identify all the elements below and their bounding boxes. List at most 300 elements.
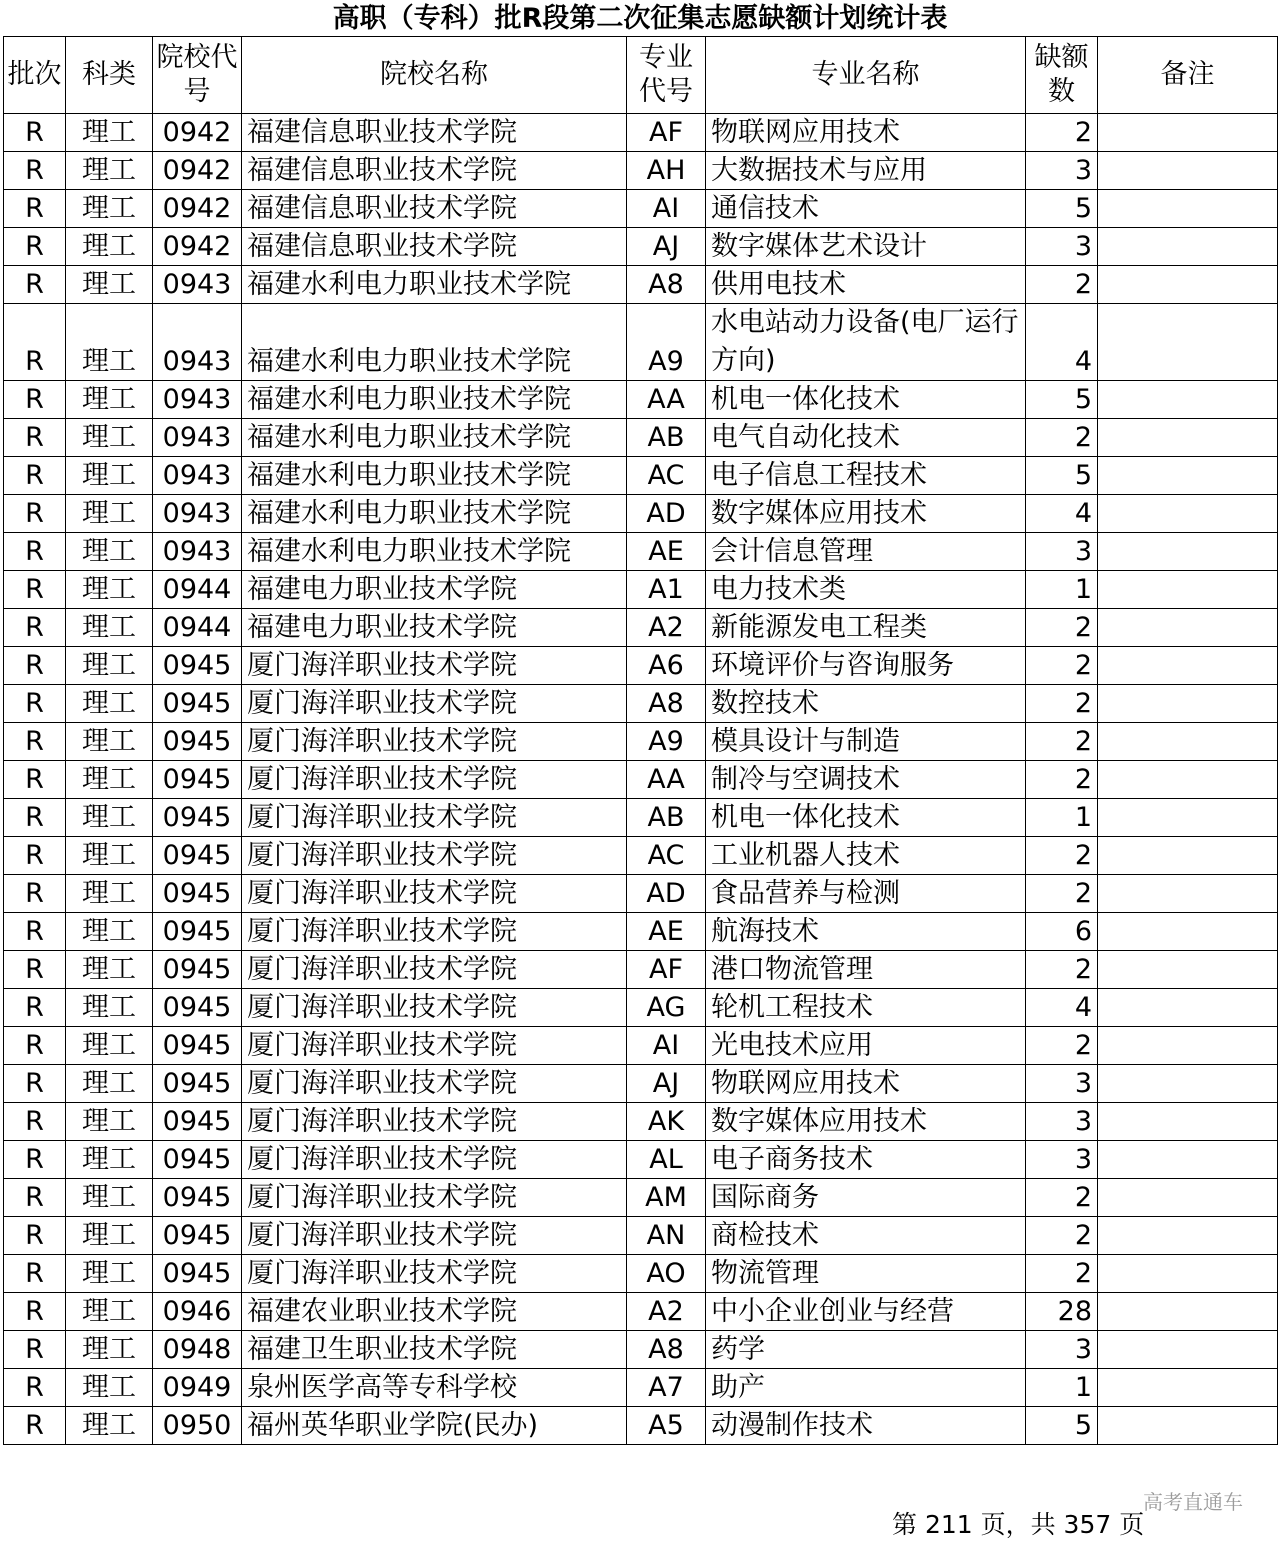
cell-major-code: AJ (627, 228, 706, 266)
cell-school-code: 0943 (153, 266, 242, 304)
cell-major-name: 助产 (706, 1369, 1026, 1407)
cell-major-code: AL (627, 1141, 706, 1179)
cell-major-name: 制冷与空调技术 (706, 761, 1026, 799)
cell-major-code: AA (627, 381, 706, 419)
header-quota: 缺额数 (1026, 37, 1098, 114)
cell-quota: 2 (1026, 609, 1098, 647)
cell-major-code: AA (627, 761, 706, 799)
cell-remark (1098, 1027, 1278, 1065)
cell-category: 理工 (66, 1369, 153, 1407)
cell-batch: R (4, 1179, 66, 1217)
header-major-code: 专业代号 (627, 37, 706, 114)
cell-major-name: 物联网应用技术 (706, 114, 1026, 152)
cell-school-name: 厦门海洋职业技术学院 (242, 723, 627, 761)
cell-batch: R (4, 1065, 66, 1103)
cell-school-name: 厦门海洋职业技术学院 (242, 685, 627, 723)
header-major-name: 专业名称 (706, 37, 1026, 114)
cell-batch: R (4, 1141, 66, 1179)
cell-remark (1098, 114, 1278, 152)
cell-major-code: A2 (627, 609, 706, 647)
cell-remark (1098, 799, 1278, 837)
cell-batch: R (4, 1331, 66, 1369)
cell-school-code: 0946 (153, 1293, 242, 1331)
cell-school-code: 0945 (153, 1065, 242, 1103)
cell-remark (1098, 1369, 1278, 1407)
cell-category: 理工 (66, 571, 153, 609)
cell-major-name: 通信技术 (706, 190, 1026, 228)
cell-major-code: AE (627, 913, 706, 951)
cell-batch: R (4, 761, 66, 799)
cell-category: 理工 (66, 951, 153, 989)
cell-school-code: 0943 (153, 495, 242, 533)
cell-major-name: 航海技术 (706, 913, 1026, 951)
cell-quota: 3 (1026, 1331, 1098, 1369)
table-row (4, 304, 1278, 381)
table-row (4, 228, 1278, 266)
cell-remark (1098, 647, 1278, 685)
cell-quota: 2 (1026, 647, 1098, 685)
cell-major-code: AD (627, 495, 706, 533)
cell-batch: R (4, 190, 66, 228)
cell-school-code: 0943 (153, 419, 242, 457)
cell-quota: 2 (1026, 1255, 1098, 1293)
cell-category: 理工 (66, 799, 153, 837)
cell-major-name: 国际商务 (706, 1179, 1026, 1217)
cell-quota: 1 (1026, 571, 1098, 609)
cell-quota: 3 (1026, 533, 1098, 571)
table-row (4, 1179, 1278, 1217)
cell-quota: 3 (1026, 152, 1098, 190)
cell-quota: 1 (1026, 1369, 1098, 1407)
cell-category: 理工 (66, 1027, 153, 1065)
cell-major-name: 供用电技术 (706, 266, 1026, 304)
table-row (4, 1065, 1278, 1103)
cell-quota: 1 (1026, 799, 1098, 837)
cell-school-name: 福建信息职业技术学院 (242, 114, 627, 152)
cell-batch: R (4, 1103, 66, 1141)
table-row (4, 913, 1278, 951)
cell-major-code: AF (627, 951, 706, 989)
cell-category: 理工 (66, 304, 153, 381)
cell-batch: R (4, 495, 66, 533)
cell-school-name: 福建信息职业技术学院 (242, 152, 627, 190)
cell-quota: 5 (1026, 1407, 1098, 1445)
cell-remark (1098, 1255, 1278, 1293)
cell-remark (1098, 1293, 1278, 1331)
cell-category: 理工 (66, 1331, 153, 1369)
cell-remark (1098, 1407, 1278, 1445)
cell-major-name: 工业机器人技术 (706, 837, 1026, 875)
cell-batch: R (4, 228, 66, 266)
cell-quota: 2 (1026, 723, 1098, 761)
cell-major-code: A6 (627, 647, 706, 685)
cell-remark (1098, 1331, 1278, 1369)
cell-category: 理工 (66, 114, 153, 152)
cell-remark (1098, 304, 1278, 381)
cell-major-code: AE (627, 533, 706, 571)
cell-category: 理工 (66, 1141, 153, 1179)
cell-remark (1098, 609, 1278, 647)
cell-major-code: AH (627, 152, 706, 190)
cell-major-name: 电子信息工程技术 (706, 457, 1026, 495)
cell-school-code: 0945 (153, 1255, 242, 1293)
cell-major-code: A8 (627, 266, 706, 304)
cell-batch: R (4, 1407, 66, 1445)
cell-remark (1098, 571, 1278, 609)
cell-quota: 4 (1026, 304, 1098, 381)
cell-batch: R (4, 457, 66, 495)
cell-major-name: 机电一体化技术 (706, 381, 1026, 419)
cell-major-name: 机电一体化技术 (706, 799, 1026, 837)
cell-school-name: 厦门海洋职业技术学院 (242, 1103, 627, 1141)
cell-quota: 2 (1026, 1217, 1098, 1255)
cell-school-code: 0942 (153, 228, 242, 266)
cell-school-code: 0944 (153, 609, 242, 647)
cell-quota: 2 (1026, 761, 1098, 799)
cell-quota: 2 (1026, 266, 1098, 304)
cell-school-code: 0943 (153, 533, 242, 571)
cell-category: 理工 (66, 913, 153, 951)
table-row (4, 381, 1278, 419)
cell-major-code: AB (627, 419, 706, 457)
cell-major-name: 数字媒体应用技术 (706, 495, 1026, 533)
cell-quota: 5 (1026, 190, 1098, 228)
cell-major-name: 物联网应用技术 (706, 1065, 1026, 1103)
cell-school-name: 厦门海洋职业技术学院 (242, 837, 627, 875)
cell-batch: R (4, 419, 66, 457)
cell-school-code: 0945 (153, 989, 242, 1027)
cell-quota: 2 (1026, 837, 1098, 875)
cell-batch: R (4, 951, 66, 989)
cell-remark (1098, 266, 1278, 304)
cell-remark (1098, 419, 1278, 457)
cell-school-name: 福建水利电力职业技术学院 (242, 266, 627, 304)
cell-quota: 4 (1026, 495, 1098, 533)
table-row (4, 1331, 1278, 1369)
cell-quota: 3 (1026, 1065, 1098, 1103)
cell-school-name: 厦门海洋职业技术学院 (242, 989, 627, 1027)
table-row (4, 1027, 1278, 1065)
cell-major-name: 食品营养与检测 (706, 875, 1026, 913)
cell-school-name: 福州英华职业学院(民办) (242, 1407, 627, 1445)
cell-category: 理工 (66, 152, 153, 190)
cell-quota: 3 (1026, 228, 1098, 266)
cell-school-name: 厦门海洋职业技术学院 (242, 875, 627, 913)
table-body (4, 114, 1278, 1445)
cell-major-name: 大数据技术与应用 (706, 152, 1026, 190)
cell-category: 理工 (66, 1293, 153, 1331)
cell-school-name: 厦门海洋职业技术学院 (242, 647, 627, 685)
cell-remark (1098, 1179, 1278, 1217)
cell-batch: R (4, 837, 66, 875)
cell-school-name: 厦门海洋职业技术学院 (242, 799, 627, 837)
table-row (4, 989, 1278, 1027)
cell-batch: R (4, 647, 66, 685)
cell-quota: 3 (1026, 1141, 1098, 1179)
cell-category: 理工 (66, 647, 153, 685)
cell-remark (1098, 495, 1278, 533)
cell-major-code: AM (627, 1179, 706, 1217)
cell-category: 理工 (66, 685, 153, 723)
cell-major-code: AK (627, 1103, 706, 1141)
table-row (4, 761, 1278, 799)
cell-major-code: A8 (627, 1331, 706, 1369)
table-row (4, 875, 1278, 913)
cell-school-name: 厦门海洋职业技术学院 (242, 1027, 627, 1065)
cell-quota: 5 (1026, 381, 1098, 419)
cell-quota: 28 (1026, 1293, 1098, 1331)
cell-school-name: 福建水利电力职业技术学院 (242, 381, 627, 419)
cell-major-code: AC (627, 837, 706, 875)
cell-category: 理工 (66, 1103, 153, 1141)
table-row (4, 190, 1278, 228)
cell-quota: 2 (1026, 951, 1098, 989)
header-category: 科类 (66, 37, 153, 114)
cell-school-code: 0945 (153, 1217, 242, 1255)
cell-school-name: 福建水利电力职业技术学院 (242, 304, 627, 381)
cell-major-name: 动漫制作技术 (706, 1407, 1026, 1445)
table-row (4, 1217, 1278, 1255)
cell-batch: R (4, 989, 66, 1027)
cell-category: 理工 (66, 989, 153, 1027)
cell-major-name: 数字媒体艺术设计 (706, 228, 1026, 266)
header-remark: 备注 (1098, 37, 1278, 114)
cell-major-name: 中小企业创业与经营 (706, 1293, 1026, 1331)
cell-school-code: 0945 (153, 1141, 242, 1179)
cell-batch: R (4, 1255, 66, 1293)
table-row (4, 1369, 1278, 1407)
table-row (4, 1293, 1278, 1331)
cell-major-name: 会计信息管理 (706, 533, 1026, 571)
cell-batch: R (4, 304, 66, 381)
cell-major-code: A8 (627, 685, 706, 723)
page-title: 高职（专科）批R段第二次征集志愿缺额计划统计表 (332, 3, 948, 34)
cell-school-code: 0945 (153, 951, 242, 989)
header-batch: 批次 (4, 37, 66, 114)
cell-quota: 4 (1026, 989, 1098, 1027)
cell-category: 理工 (66, 837, 153, 875)
cell-category: 理工 (66, 190, 153, 228)
cell-school-code: 0945 (153, 1027, 242, 1065)
cell-batch: R (4, 875, 66, 913)
cell-quota: 5 (1026, 457, 1098, 495)
cell-major-code: AO (627, 1255, 706, 1293)
cell-major-name: 数控技术 (706, 685, 1026, 723)
cell-category: 理工 (66, 228, 153, 266)
cell-school-name: 厦门海洋职业技术学院 (242, 1217, 627, 1255)
cell-remark (1098, 761, 1278, 799)
cell-category: 理工 (66, 533, 153, 571)
cell-batch: R (4, 1293, 66, 1331)
cell-remark (1098, 228, 1278, 266)
cell-category: 理工 (66, 609, 153, 647)
table-header-row (4, 37, 1278, 114)
cell-major-code: AD (627, 875, 706, 913)
table-row (4, 571, 1278, 609)
cell-major-code: A9 (627, 723, 706, 761)
cell-school-name: 福建电力职业技术学院 (242, 571, 627, 609)
cell-category: 理工 (66, 1255, 153, 1293)
cell-batch: R (4, 571, 66, 609)
cell-remark (1098, 1141, 1278, 1179)
cell-school-code: 0943 (153, 457, 242, 495)
cell-school-name: 福建水利电力职业技术学院 (242, 495, 627, 533)
cell-major-code: AF (627, 114, 706, 152)
cell-major-code: AJ (627, 1065, 706, 1103)
cell-school-name: 福建信息职业技术学院 (242, 190, 627, 228)
table-row (4, 1141, 1278, 1179)
table-row (4, 1103, 1278, 1141)
table-row (4, 1407, 1278, 1445)
cell-quota: 2 (1026, 875, 1098, 913)
cell-school-name: 厦门海洋职业技术学院 (242, 913, 627, 951)
cell-major-name: 电子商务技术 (706, 1141, 1026, 1179)
cell-school-code: 0945 (153, 723, 242, 761)
cell-school-code: 0945 (153, 761, 242, 799)
cell-school-name: 福建信息职业技术学院 (242, 228, 627, 266)
table-row (4, 495, 1278, 533)
header-school-code: 院校代号 (153, 37, 242, 114)
cell-batch: R (4, 609, 66, 647)
cell-school-name: 福建水利电力职业技术学院 (242, 533, 627, 571)
cell-quota: 2 (1026, 114, 1098, 152)
table-row (4, 799, 1278, 837)
cell-remark (1098, 1103, 1278, 1141)
cell-major-code: A1 (627, 571, 706, 609)
cell-major-name: 数字媒体应用技术 (706, 1103, 1026, 1141)
cell-school-code: 0945 (153, 799, 242, 837)
cell-remark (1098, 152, 1278, 190)
cell-batch: R (4, 1217, 66, 1255)
cell-major-name: 电气自动化技术 (706, 419, 1026, 457)
cell-major-code: A7 (627, 1369, 706, 1407)
cell-remark (1098, 533, 1278, 571)
cell-school-code: 0944 (153, 571, 242, 609)
cell-school-code: 0943 (153, 304, 242, 381)
cell-category: 理工 (66, 1217, 153, 1255)
cell-remark (1098, 685, 1278, 723)
cell-major-name: 环境评价与咨询服务 (706, 647, 1026, 685)
cell-quota: 3 (1026, 1103, 1098, 1141)
cell-major-name: 轮机工程技术 (706, 989, 1026, 1027)
cell-school-name: 厦门海洋职业技术学院 (242, 951, 627, 989)
cell-batch: R (4, 685, 66, 723)
cell-school-code: 0943 (153, 381, 242, 419)
table-row (4, 152, 1278, 190)
table-row (4, 685, 1278, 723)
cell-school-name: 厦门海洋职业技术学院 (242, 1065, 627, 1103)
cell-school-code: 0945 (153, 647, 242, 685)
cell-quota: 2 (1026, 419, 1098, 457)
table-row (4, 723, 1278, 761)
cell-remark (1098, 837, 1278, 875)
cell-major-code: A5 (627, 1407, 706, 1445)
cell-batch: R (4, 114, 66, 152)
cell-quota: 6 (1026, 913, 1098, 951)
cell-remark (1098, 1217, 1278, 1255)
table-row (4, 419, 1278, 457)
cell-major-code: AN (627, 1217, 706, 1255)
watermark: 高考直通车 (1143, 1490, 1243, 1514)
table-row (4, 114, 1278, 152)
cell-remark (1098, 875, 1278, 913)
cell-category: 理工 (66, 1179, 153, 1217)
cell-major-name: 新能源发电工程类 (706, 609, 1026, 647)
cell-quota: 2 (1026, 1027, 1098, 1065)
cell-major-name: 物流管理 (706, 1255, 1026, 1293)
cell-quota: 2 (1026, 685, 1098, 723)
cell-category: 理工 (66, 723, 153, 761)
cell-school-code: 0945 (153, 1103, 242, 1141)
cell-batch: R (4, 381, 66, 419)
cell-remark (1098, 989, 1278, 1027)
cell-major-name: 商检技术 (706, 1217, 1026, 1255)
cell-school-code: 0942 (153, 114, 242, 152)
cell-batch: R (4, 266, 66, 304)
cell-school-name: 福建水利电力职业技术学院 (242, 419, 627, 457)
cell-school-code: 0942 (153, 190, 242, 228)
cell-school-code: 0945 (153, 875, 242, 913)
cell-category: 理工 (66, 381, 153, 419)
cell-school-name: 厦门海洋职业技术学院 (242, 1179, 627, 1217)
cell-remark (1098, 1065, 1278, 1103)
cell-school-name: 厦门海洋职业技术学院 (242, 761, 627, 799)
cell-school-name: 福建水利电力职业技术学院 (242, 457, 627, 495)
cell-school-code: 0948 (153, 1331, 242, 1369)
cell-school-code: 0945 (153, 837, 242, 875)
cell-major-code: AC (627, 457, 706, 495)
cell-school-name: 厦门海洋职业技术学院 (242, 1141, 627, 1179)
cell-batch: R (4, 913, 66, 951)
cell-remark (1098, 381, 1278, 419)
cell-major-name: 水电站动力设备(电厂运行方向) (706, 304, 1026, 381)
header-school-name: 院校名称 (242, 37, 627, 114)
cell-remark (1098, 913, 1278, 951)
cell-category: 理工 (66, 266, 153, 304)
table-row (4, 533, 1278, 571)
table-row (4, 609, 1278, 647)
cell-batch: R (4, 1369, 66, 1407)
cell-major-code: A2 (627, 1293, 706, 1331)
cell-major-name: 电力技术类 (706, 571, 1026, 609)
cell-remark (1098, 190, 1278, 228)
cell-remark (1098, 723, 1278, 761)
table-row (4, 837, 1278, 875)
cell-category: 理工 (66, 457, 153, 495)
cell-batch: R (4, 152, 66, 190)
cell-category: 理工 (66, 761, 153, 799)
quota-table (3, 36, 1278, 1445)
cell-batch: R (4, 1027, 66, 1065)
cell-major-code: AB (627, 799, 706, 837)
cell-major-code: AG (627, 989, 706, 1027)
cell-school-code: 0945 (153, 685, 242, 723)
cell-remark (1098, 457, 1278, 495)
cell-category: 理工 (66, 419, 153, 457)
cell-batch: R (4, 533, 66, 571)
cell-school-name: 泉州医学高等专科学校 (242, 1369, 627, 1407)
table-row (4, 951, 1278, 989)
cell-major-name: 光电技术应用 (706, 1027, 1026, 1065)
cell-category: 理工 (66, 1407, 153, 1445)
cell-school-name: 福建卫生职业技术学院 (242, 1331, 627, 1369)
page-number: 第 211 页，共 357 页 (892, 1510, 1145, 1539)
cell-school-code: 0942 (153, 152, 242, 190)
cell-major-name: 药学 (706, 1331, 1026, 1369)
cell-school-name: 厦门海洋职业技术学院 (242, 1255, 627, 1293)
cell-major-code: A9 (627, 304, 706, 381)
table-row (4, 266, 1278, 304)
